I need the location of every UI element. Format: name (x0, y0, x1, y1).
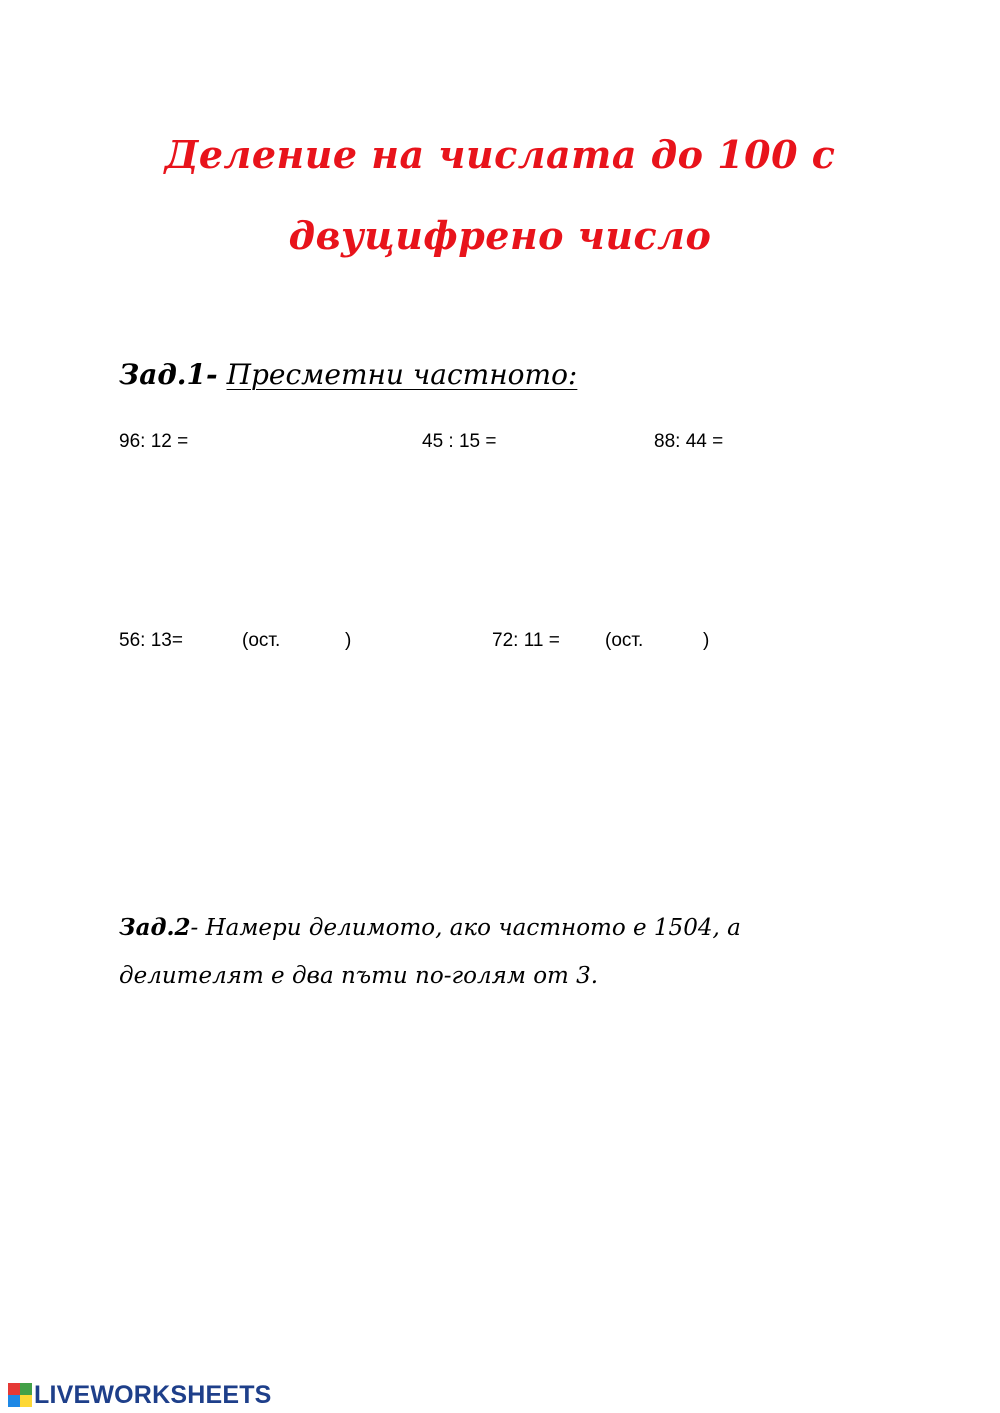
task1-expression-3: 88: 44 = (654, 431, 724, 452)
task2-number: Зад.2 (119, 914, 191, 941)
task1-expression-4: 56: 13= (119, 630, 183, 651)
task1-heading (119, 358, 577, 391)
task1-expression-2: 45 : 15 = (422, 431, 497, 452)
task2-line-2: делителят е два пъти по-голям от 3. (119, 963, 599, 989)
task1-expression-1: 96: 12 = (119, 431, 189, 452)
task2-line-1 (119, 914, 741, 941)
task1-expression-5: 72: 11 = (492, 630, 560, 651)
page-title-line-1: Деление на числата до 100 с (164, 132, 836, 177)
task1-remainder-open-1: (ост. (242, 630, 281, 651)
page-title-line-2: двуцифрено число (288, 213, 712, 258)
task1-instruction: Пресметни частното: (226, 358, 578, 391)
task1-remainder-close-2: ) (703, 630, 710, 651)
task1-number: Зад.1- (119, 358, 218, 391)
liveworksheets-logo (8, 1380, 272, 1410)
liveworksheets-logo-text: LIVEWORKSHEETS (34, 1380, 272, 1409)
task1-remainder-close-1: ) (345, 630, 352, 651)
liveworksheets-logo-icon (8, 1383, 32, 1407)
task2-text-1: - Намери делимото, ако частното е 1504, а (190, 915, 741, 941)
task1-remainder-open-2: (ост. (605, 630, 644, 651)
